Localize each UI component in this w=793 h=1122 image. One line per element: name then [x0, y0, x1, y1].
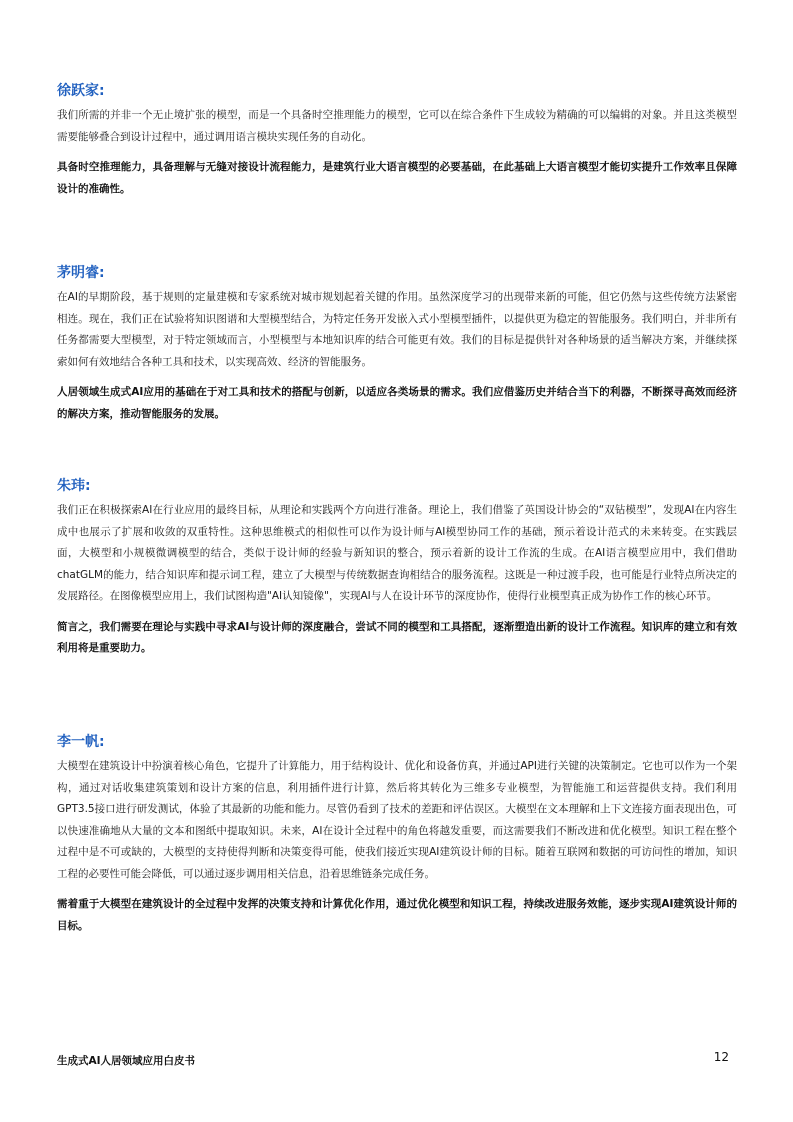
section-zhu-wei: [57, 477, 737, 660]
speaker-name: 李一帆:: [57, 734, 105, 750]
section-xu-yuejia: [57, 82, 737, 200]
section-li-yifan: [57, 733, 737, 937]
section-body: 大模型在建筑设计中扮演着核心角色，它提升了计算能力，用于结构设计、优化和设备仿真，并通过API进行关键的决策制定。它也可以作为一个架构，通过对话收集建筑策划和设计方案的信息，利用插件进行计算，然后将其转化为三维多专业模型，为智能施工和运营提供支持。我们利用GPT3.5接口进行研发测试，体验了其最新的功能和能力。尽管仍看到了技术的差距和评估误区。大模型在文本理解和上下文连接方面表现出色，可以快速准确地从大量的文本和图纸中提取知识。未来，AI在设计全过程中的角色将越发重要，而这需要我们不断改进和优化模型。知识工程在整个过程中是不可或缺的，大模型的支持使得判断和决策变得可能，使我们接近实现AI建筑设计师的目标。随着互联网和数据的可访问性的增加，知识工程的必要性可能会降低，可以通过逐步调用相关信息，沿着思维链条完成任务。: [57, 760, 737, 880]
section-summary: 具备时空推理能力，具备理解与无缝对接设计流程能力，是建筑行业大语言模型的必要基础，在此基础上大语言模型才能切实提升工作效率且保障设计的准确性。: [57, 161, 737, 195]
section-body: 在AI的早期阶段，基于规则的定量建模和专家系统对城市规划起着关键的作用。虽然深度学习的出现带来新的可能，但它仍然与这些传统方法紧密相连。现在，我们正在试验将知识图谱和大型模型结合，为特定任务开发嵌入式小型模型插件，以提供更为稳定的智能服务。我们明白，并非所有任务都需要大型模型，对于特定领域而言，小型模型与本地知识库的结合可能更有效。我们的目标是提供针对各种场景的适当解决方案，并继续探索如何有效地结合各种工具和技术，以实现高效、经济的智能服务。: [57, 291, 737, 368]
footer-title: 生成式AI人居领域应用白皮书: [57, 1055, 196, 1067]
page-number: 12: [713, 1050, 729, 1064]
section-mao-mingrui: [57, 264, 737, 425]
section-summary: 简言之，我们需要在理论与实践中寻求AI与设计师的深度融合，尝试不同的模型和工具搭配，逐渐塑造出新的设计工作流程。知识库的建立和有效利用将是重要助力。: [57, 620, 737, 654]
speaker-name: 徐跃家:: [57, 83, 105, 99]
speaker-name: 茅明睿:: [57, 265, 105, 281]
section-summary: 人居领域生成式AI应用的基础在于对工具和技术的搭配与创新，以适应各类场景的需求。我们应借鉴历史并结合当下的利器，不断探寻高效而经济的解决方案，推动智能服务的发展。: [57, 386, 737, 420]
section-summary: 需着重于大模型在建筑设计的全过程中发挥的决策支持和计算优化作用，通过优化模型和知识工程，持续改进服务效能，逐步实现AI建筑设计师的目标。: [57, 898, 737, 932]
speaker-name: 朱玮:: [57, 478, 91, 494]
section-body: 我们所需的并非一个无止境扩张的模型，而是一个具备时空推理能力的模型，它可以在综合条件下生成较为精确的可以编辑的对象。并且这类模型需要能够叠合到设计过程中，通过调用语言模块实现任务的自动化。: [57, 109, 737, 143]
section-body: 我们正在积极探索AI在行业应用的最终目标，从理论和实践两个方向进行准备。理论上，我们借鉴了英国设计协会的“双钻模型”，发现AI在内容生成中也展示了扩展和收敛的双重特性。这种思维模式的相似性可以作为设计师与AI模型协同工作的基础，预示着设计范式的未来转变。在实践层面，大模型和小规模微调模型的结合，类似于设计师的经验与新知识的整合，预示着新的设计工作流的生成。在AI语言模型应用中，我们借助chatGLM的能力，结合知识库和提示词工程，建立了大模型与传统数据查询相结合的服务流程。这既是一种过渡手段，也可能是行业特点所决定的发展路径。在图像模型应用上，我们试图构造"AI认知镜像"，实现AI与人在设计环节的深度协作，使得行业模型真正成为协作工作的核心环节。: [57, 504, 737, 602]
